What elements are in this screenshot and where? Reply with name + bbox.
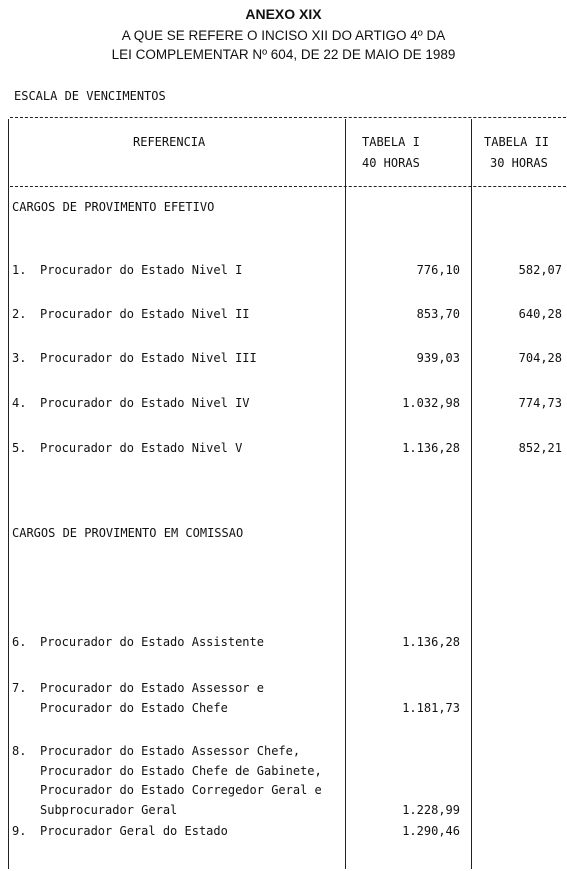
table-left-border <box>8 119 9 869</box>
section-title-comissao: CARGOS DE PROVIMENTO EM COMISSAO <box>12 526 244 540</box>
row-reference: Procurador do Estado Nivel V <box>40 441 243 455</box>
row-reference-line: Procurador do Estado Chefe <box>40 700 228 715</box>
row-tabela-1-value: 853,70 <box>416 307 460 321</box>
row-reference-line: Procurador do Estado Corregedor Geral e <box>40 783 322 797</box>
row-tabela-2-value: 774,73 <box>518 396 562 410</box>
annex-subtitle-line2: LEI COMPLEMENTAR Nº 604, DE 22 DE MAIO DE 1989 <box>111 47 456 62</box>
row-reference-line: Procurador do Estado Assistente <box>40 635 264 649</box>
row-reference-line: Procurador do Estado Assessor Chefe, <box>40 744 301 758</box>
col-header-referencia: REFERENCIA <box>133 135 206 149</box>
row-number: 4. <box>12 396 27 410</box>
col-header-tabela-2-hours: 30 HORAS <box>490 156 548 170</box>
col-header-tabela-1: TABELA I <box>362 135 420 149</box>
row-reference: Procurador do Estado Nivel IV <box>40 396 250 410</box>
row-tabela-1-value: 1.136,28 <box>402 635 460 649</box>
section-title-efetivo: CARGOS DE PROVIMENTO EFETIVO <box>12 200 215 214</box>
row-tabela-1-value: 1.136,28 <box>402 441 460 455</box>
row-tabela-1-value: 776,10 <box>416 263 460 277</box>
row-tabela-1-value: 1.228,99 <box>402 802 460 817</box>
row-number: 7. <box>12 681 27 695</box>
col-header-tabela-1-hours: 40 HORAS <box>362 156 420 170</box>
row-tabela-2-value: 852,21 <box>518 441 562 455</box>
table-col-divider-2 <box>471 119 472 869</box>
row-reference: Procurador do Estado Nivel III <box>40 351 257 365</box>
table-col-divider-1 <box>345 119 346 869</box>
row-reference: Procurador do Estado Nivel II <box>40 307 250 321</box>
row-number: 1. <box>12 263 27 277</box>
annex-subtitle-line1: A QUE SE REFERE O INCISO XII DO ARTIGO 4º DA <box>121 28 446 43</box>
col-header-tabela-2: TABELA II <box>484 135 550 149</box>
annex-title: ANEXO XIX <box>245 6 322 22</box>
row-number: 9. <box>12 824 27 838</box>
row-reference-line: Procurador Geral do Estado <box>40 824 228 838</box>
row-reference-line: Procurador do Estado Chefe de Gabinete, <box>40 763 322 778</box>
row-tabela-1-value: 1.290,46 <box>402 824 460 838</box>
row-tabela-1-value: 1.032,98 <box>402 396 460 410</box>
scale-title: ESCALA DE VENCIMENTOS <box>14 89 166 103</box>
row-number: 6. <box>12 635 27 649</box>
row-tabela-1-value: 1.181,73 <box>402 700 460 715</box>
row-number: 8. <box>12 744 27 758</box>
row-tabela-1-value: 939,03 <box>416 351 460 365</box>
row-tabela-2-value: 640,28 <box>518 307 562 321</box>
row-reference-line: Procurador do Estado Assessor e <box>40 681 264 695</box>
row-number: 3. <box>12 351 27 365</box>
row-number: 5. <box>12 441 27 455</box>
row-tabela-2-value: 704,28 <box>518 351 562 365</box>
row-reference-line: Subprocurador Geral <box>40 802 178 817</box>
row-tabela-2-value: 582,07 <box>518 263 562 277</box>
row-number: 2. <box>12 307 27 321</box>
table-top-rule <box>10 117 566 118</box>
row-reference: Procurador do Estado Nivel I <box>40 263 243 277</box>
table-header-rule <box>10 186 566 187</box>
